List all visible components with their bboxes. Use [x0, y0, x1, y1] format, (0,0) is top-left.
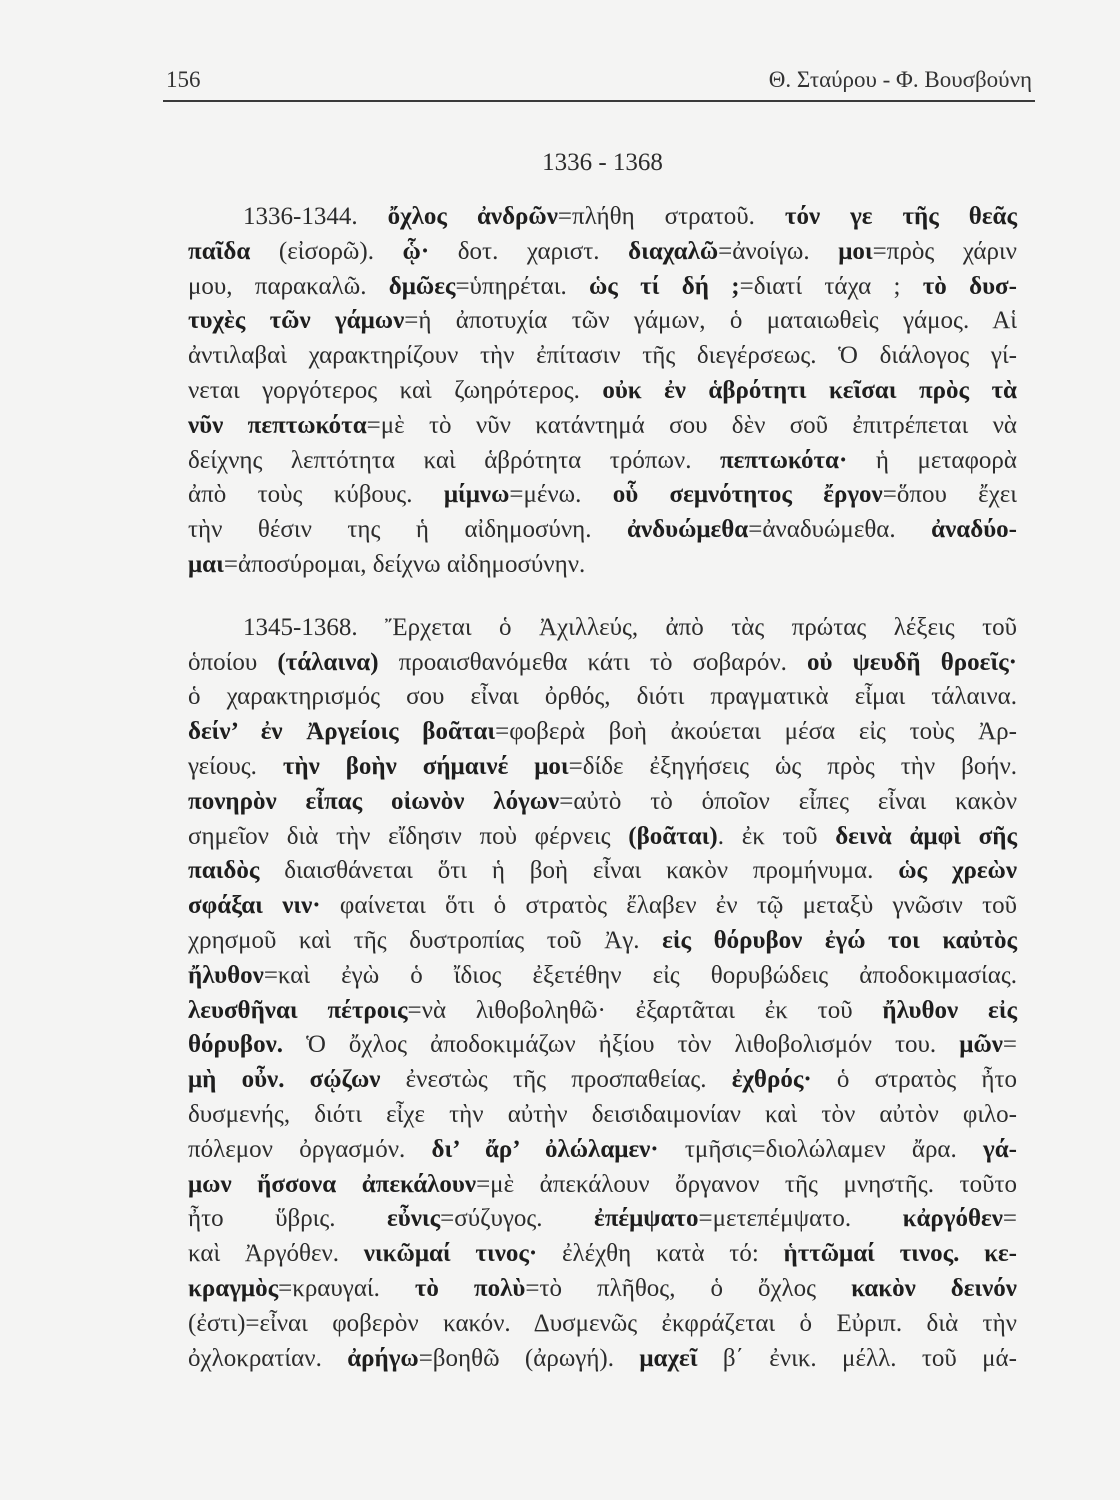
text-line	[188, 304, 1017, 339]
text-line	[188, 1237, 1017, 1272]
text-line	[188, 444, 1017, 479]
text-line	[188, 715, 1017, 750]
gloss-text: (εἰσορῶ).	[250, 237, 403, 265]
line-content	[188, 959, 1017, 994]
gloss-text: νεται γοργότερος καὶ ζωηρότερος.	[188, 376, 603, 404]
lemma: νικῶμαί τινος·	[363, 1240, 538, 1268]
lemma: ὡς τί δή ;	[589, 272, 740, 300]
lemma: κραγμὸς	[188, 1274, 279, 1302]
text-line	[188, 513, 1017, 548]
lemma: ἤλυθον εἰς	[882, 996, 1017, 1024]
text-line	[188, 1272, 1017, 1307]
gloss-text: διαισθάνεται ὅτι ἡ βοὴ εἶναι κακὸν προμήνυμα.	[259, 857, 899, 885]
gloss-text: =διατί τάχα ;	[739, 272, 923, 300]
lemma: διαχαλῶ	[628, 237, 719, 265]
line-content	[188, 235, 1017, 270]
paragraph	[188, 200, 1017, 583]
gloss-text: =	[1002, 1031, 1017, 1059]
gloss-text: 1336-1344.	[243, 203, 388, 230]
gloss-text: =αὐτὸ τὸ ὁποῖον εἶπες εἶναι κακὸν	[559, 787, 1017, 815]
commentary-body	[188, 200, 1017, 1376]
gloss-text: =ὑπηρέται.	[455, 272, 590, 300]
line-content	[188, 548, 585, 583]
text-line	[188, 994, 1017, 1029]
lemma: ἤλυθον	[188, 961, 264, 989]
text-line	[188, 611, 1017, 646]
lemma: μοι	[838, 237, 873, 265]
gloss-text: ἀντιλαβαὶ χαρακτηρίζουν τὴν ἐπίτασιν τῆς διεγέρσεως. Ὁ διάλογος γί-	[188, 342, 1017, 370]
lemma: ἡττῶμαί τινος. κε-	[783, 1240, 1017, 1268]
gloss-text: =νὰ λιθοβοληθῶ· ἐξαρτᾶται ἐκ τοῦ	[407, 996, 883, 1024]
gloss-text: ὀχλοκρατίαν.	[188, 1344, 348, 1372]
text-line	[188, 1342, 1017, 1377]
line-content	[188, 1272, 1017, 1307]
line-content	[243, 611, 1017, 646]
lemma: γά-	[983, 1135, 1018, 1163]
header-rule	[163, 100, 1035, 102]
lemma: μαι	[188, 550, 224, 578]
line-content	[188, 854, 1017, 889]
line-content	[188, 1133, 1017, 1168]
line-content	[243, 200, 1017, 235]
line-content	[188, 680, 1017, 715]
line-content	[188, 270, 1017, 305]
lemma: θόρυβον.	[188, 1031, 283, 1059]
text-line	[188, 854, 1017, 889]
line-content	[188, 1237, 1017, 1272]
line-content	[188, 715, 1017, 750]
lemma: νῦν πεπτωκότα	[188, 411, 367, 439]
text-line	[188, 680, 1017, 715]
line-content	[188, 1098, 1017, 1133]
lemma: μῶν	[959, 1031, 1003, 1059]
lemma: μαχεῖ	[639, 1344, 698, 1372]
line-content	[188, 1307, 1017, 1342]
gloss-text: =ἀποσύρομαι, δείχνω αἰδημοσύνην.	[223, 550, 586, 578]
line-content	[188, 478, 1017, 513]
lemma: δι’ ἄρ’ ὀλώλαμεν·	[431, 1135, 659, 1163]
text-line	[188, 200, 1017, 235]
lemma: τὴν βοὴν σήμαινέ μοι	[282, 752, 569, 780]
lemma: μὴ οὖν. σῴζων	[188, 1066, 381, 1094]
lemma: τὸ πολὺ	[414, 1274, 526, 1302]
lemma: πεπτωκότα·	[719, 446, 848, 474]
gloss-text: ἡ μεταφορὰ	[847, 446, 1018, 474]
line-content	[188, 785, 1017, 820]
gloss-text: δείχνης λεπτότητα καὶ ἁβρότητα τρόπων.	[188, 446, 720, 474]
lemma: ἀναδύο-	[931, 516, 1018, 544]
lemma: κακὸν δεινόν	[851, 1274, 1017, 1302]
section-heading: 1336 - 1368	[542, 149, 663, 176]
gloss-text: (ἐστι)=εἶναι φοβερὸν κακόν. Δυσμενῶς ἐκφράζεται ὁ Εὐριπ. διὰ τὴν	[188, 1309, 1017, 1337]
lemma: μίμνω	[443, 481, 510, 509]
gloss-text: =βοηθῶ (ἀρωγή).	[418, 1344, 640, 1372]
text-line	[188, 374, 1017, 409]
lemma: ἀνδυώμεθα	[627, 516, 749, 544]
gloss-text: =ἡ ἀποτυχία τῶν γάμων, ὁ ματαιωθεὶς γάμος. Αἱ	[404, 307, 1017, 335]
text-line	[188, 1028, 1017, 1063]
gloss-text: =ὅπου ἔχει	[882, 481, 1017, 509]
line-content	[188, 924, 1017, 959]
gloss-text: =ἀνοίγω.	[718, 237, 839, 265]
line-content	[188, 646, 1017, 681]
lemma: τόν γε τῆς θεᾶς	[784, 203, 1017, 230]
lemma: λευσθῆναι πέτροις	[188, 996, 408, 1024]
text-line	[188, 889, 1017, 924]
lemma: ἐπέμψατο	[594, 1205, 699, 1233]
line-content	[188, 1063, 1017, 1098]
gloss-text: =μετεπέμψατο.	[698, 1205, 903, 1233]
gloss-text: σημεῖον διὰ τὴν εἴδησιν ποὺ φέρνεις	[188, 822, 629, 850]
gloss-text: =μένω.	[509, 481, 613, 509]
lemma: παῖδα	[188, 237, 251, 265]
text-line	[188, 820, 1017, 855]
gloss-text: β΄ ἐνικ. μέλλ. τοῦ μά-	[697, 1344, 1017, 1372]
gloss-text: ὁ στρατὸς ἦτο	[811, 1066, 1017, 1094]
text-line	[188, 1063, 1017, 1098]
gloss-text: δοτ. χαριστ.	[429, 237, 629, 265]
lemma: μων ἥσσονα ἀπεκάλουν	[188, 1170, 477, 1198]
gloss-text: =μὲ ἀπεκάλουν ὄργανον τῆς μνηστῆς. τοῦτο	[476, 1170, 1018, 1198]
text-line	[188, 1202, 1017, 1237]
gloss-text: πόλεμον ὀργασμόν.	[188, 1135, 432, 1163]
gloss-text: =κραυγαί.	[278, 1274, 415, 1302]
gloss-text: φαίνεται ὅτι ὁ στρατὸς ἔλαβεν ἐν τῷ μεταξὺ γνῶσιν τοῦ	[320, 892, 1017, 920]
gloss-text: μου, παρακαλῶ.	[188, 272, 389, 300]
lemma: παιδὸς	[188, 857, 260, 885]
text-line	[188, 750, 1017, 785]
text-line	[188, 339, 1017, 374]
gloss-text: =μὲ τὸ νῦν κατάντημά σου δὲν σοῦ ἐπιτρέπεται νὰ	[366, 411, 1017, 439]
lemma: (βοᾶται)	[628, 822, 718, 850]
text-line	[188, 1098, 1017, 1133]
gloss-text: ἀπὸ τοὺς κύβους.	[188, 481, 444, 509]
gloss-text: =πρὸς χάριν	[872, 237, 1017, 265]
gloss-text: =καὶ ἐγὼ ὁ ἴδιος ἐξετέθην εἰς θορυβώδεις ἀποδοκιμασίας.	[263, 961, 1017, 989]
text-line	[188, 646, 1017, 681]
gloss-text: =	[1002, 1205, 1017, 1233]
text-line	[188, 959, 1017, 994]
line-content	[188, 513, 1017, 548]
lemma: τὸ δυσ-	[922, 272, 1017, 300]
lemma: ἀρήγω	[347, 1344, 419, 1372]
line-content	[188, 750, 1017, 785]
line-content	[188, 409, 1017, 444]
lemma: πονηρὸν εἶπας οἰωνὸν λόγων	[188, 787, 560, 815]
lemma: τυχὲς τῶν γάμων	[188, 307, 405, 335]
gloss-text: τμῆσις=διολώλαμεν ἄρα.	[658, 1135, 984, 1163]
lemma: εἰς θόρυβον ἐγώ τοι καὐτὸς	[662, 926, 1017, 954]
lemma: (τάλαινα)	[277, 648, 379, 676]
gloss-text: ὁποίου	[188, 648, 278, 676]
lemma: ἐχθρός·	[731, 1066, 812, 1094]
line-content	[188, 1168, 1017, 1203]
text-line	[188, 478, 1017, 513]
lemma: ὡς χρεὼν	[898, 857, 1017, 885]
lemma: ᾧ·	[402, 237, 430, 265]
lemma: οὐκ ἐν ἁβρότητι κεῖσαι πρὸς τὰ	[602, 376, 1017, 404]
line-content	[188, 1342, 1017, 1377]
lemma: κἀργόθεν	[902, 1205, 1003, 1233]
text-line	[188, 548, 1017, 583]
gloss-text: =ἀναδυώμεθα.	[748, 516, 932, 544]
text-line	[188, 1168, 1017, 1203]
text-line	[188, 270, 1017, 305]
gloss-text: =πλήθη στρατοῦ.	[557, 203, 785, 230]
gloss-text: καὶ Ἀργόθεν.	[188, 1240, 364, 1268]
running-header	[166, 64, 1032, 96]
gloss-text: ἦτο ὕβρις.	[188, 1205, 388, 1233]
line-content	[188, 374, 1017, 409]
text-line	[188, 235, 1017, 270]
gloss-text: γείους.	[188, 752, 283, 780]
gloss-text: προαισθανόμεθα κάτι τὸ σοβαρόν.	[378, 648, 808, 676]
gloss-text: =φοβερὰ βοὴ ἀκούεται μέσα εἰς τοὺς Ἀρ-	[495, 718, 1017, 746]
gloss-text: ἐνεστὼς τῆς προσπαθείας.	[380, 1066, 732, 1094]
gloss-text: ἐλέχθη κατὰ τό:	[537, 1240, 784, 1268]
paragraph	[188, 611, 1017, 1377]
lemma: εὖνις	[387, 1205, 441, 1233]
line-content	[188, 820, 1017, 855]
lemma: οὗ σεμνότητος ἔργον	[612, 481, 883, 509]
text-line	[188, 924, 1017, 959]
gloss-text: τὴν θέσιν της ἡ αἰδημοσύνη.	[188, 516, 627, 544]
line-content	[188, 1028, 1017, 1063]
page-number: 156	[166, 67, 201, 92]
lemma: σφάξαι νιν·	[188, 892, 321, 920]
line-content	[188, 444, 1017, 479]
gloss-text: =δίδε ἐξηγήσεις ὡς πρὸς τὴν βοήν.	[568, 752, 1018, 780]
gloss-text: . ἐκ τοῦ	[717, 822, 836, 850]
text-line	[188, 1307, 1017, 1342]
gloss-text: χρησμοῦ καὶ τῆς δυστροπίας τοῦ Ἀγ.	[188, 926, 663, 954]
lemma: οὐ ψευδῆ θροεῖς·	[807, 648, 1017, 676]
line-content	[188, 889, 1017, 924]
line-content	[188, 339, 1017, 374]
gloss-text: =τὸ πλῆθος, ὁ ὄχλος	[525, 1274, 852, 1302]
line-content	[188, 994, 1017, 1029]
running-title: Θ. Σταύρου - Φ. Βουσβούνη	[768, 67, 1032, 92]
text-line	[188, 1133, 1017, 1168]
gloss-text: Ὁ ὄχλος ἀποδοκιμάζων ἠξίου τὸν λιθοβολισμόν του.	[283, 1031, 960, 1059]
lemma: δείν’ ἐν Ἀργείοις βοᾶται	[188, 718, 496, 746]
gloss-text: ὁ χαρακτηρισμός σου εἶναι ὀρθός, διότι πραγματικὰ εἶμαι τάλαινα.	[188, 683, 1017, 711]
lemma: δεινὰ ἀμφὶ σῆς	[835, 822, 1017, 850]
line-content	[188, 304, 1017, 339]
gloss-text: δυσμενής, διότι εἶχε τὴν αὐτὴν δεισιδαιμονίαν καὶ τὸν αὐτὸν φιλο-	[188, 1100, 1017, 1128]
text-line	[188, 785, 1017, 820]
lemma: δμῶες	[388, 272, 456, 300]
text-line	[188, 409, 1017, 444]
lemma: ὄχλος ἀνδρῶν	[387, 203, 558, 230]
line-content	[188, 1202, 1017, 1237]
gloss-text: 1345-1368. Ἔρχεται ὁ Ἀχιλλεύς, ἀπὸ τὰς πρώτας λέξεις τοῦ	[243, 613, 1017, 641]
gloss-text: =σύζυγος.	[440, 1205, 595, 1233]
